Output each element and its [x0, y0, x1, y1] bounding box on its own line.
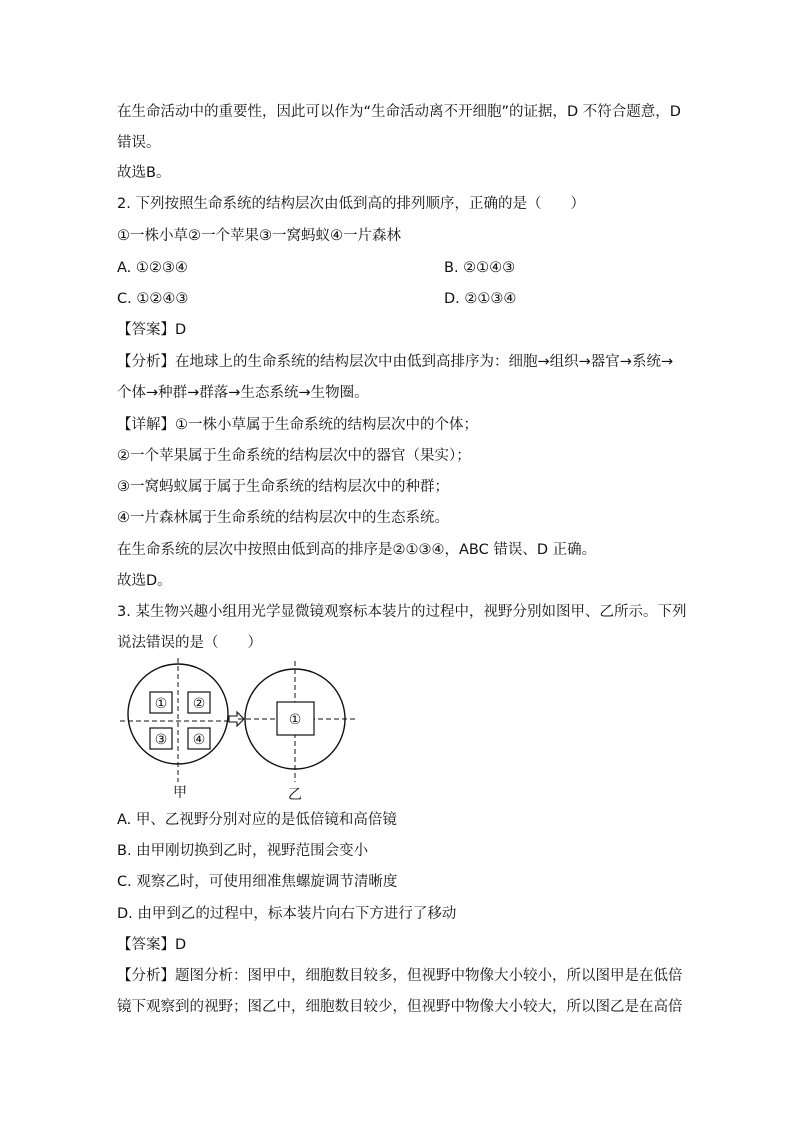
option-d: D. ②①③④ [444, 291, 517, 307]
option-b: B. ②①④③ [444, 260, 516, 276]
option-b: B. 由甲刚切换到乙时，视野范围会变小 [117, 843, 369, 859]
cell-label: ① [154, 696, 168, 712]
answer-label: 【答案】D [117, 322, 187, 338]
field-label-jia: 甲 [173, 785, 187, 801]
cell-label: ④ [192, 732, 206, 748]
detail-text: ④一片森林属于生命系统的结构层次中的生态系统。 [117, 510, 449, 526]
analysis-text: 镜下观察到的视野；图乙中，细胞数目较少，但视野中物像大小较大，所以图乙是在高倍 [117, 999, 683, 1015]
answer-label: 【答案】D [117, 937, 187, 953]
analysis-text: 个体→种群→群落→生态系统→生物圈。 [117, 385, 369, 401]
conclusion-text: 在生命系统的层次中按照由低到高的排序是②①③④，ABC 错误、D 正确。 [117, 542, 597, 558]
detail-text: ②一个苹果属于生命系统的结构层次中的器官（果实）； [117, 448, 471, 464]
text-line: 错误。 [117, 135, 161, 151]
analysis-text: 【分析】题图分析：图甲中，细胞数目较多，但视野中物像大小较小，所以图甲是在低倍 [117, 968, 683, 984]
cell-label: ② [192, 696, 206, 712]
option-c: C. ①②④③ [117, 291, 189, 307]
option-d: D. 由甲到乙的过程中，标本装片向右下方进行了移动 [117, 906, 457, 922]
text-line: 在生命活动中的重要性，因此可以作为“生命活动离不开细胞”的证据，D 不符合题意，D [117, 104, 681, 120]
question-2-items: ①一株小草②一个苹果③一窝蚂蚁④一片森林 [117, 228, 401, 244]
question-3-stem: 3. 某生物兴趣小组用光学显微镜观察标本装片的过程中，视野分别如图甲、乙所示。下列 [117, 604, 687, 620]
detail-text: ③一窝蚂蚁属于属于生命系统的结构层次中的种群； [117, 479, 449, 495]
choose-text: 故选D。 [117, 573, 172, 589]
question-3-stem: 说法错误的是（ ） [117, 635, 262, 651]
field-label-yi: 乙 [288, 787, 302, 803]
field-jia [120, 658, 236, 782]
detail-text: 【详解】①一株小草属于生命系统的结构层次中的个体； [117, 417, 478, 433]
microscope-field-diagram [118, 656, 363, 804]
text-line: 故选B。 [117, 165, 171, 181]
option-a: A. ①②③④ [117, 260, 188, 276]
analysis-text: 【分析】在地球上的生命系统的结构层次中由低到高排序为：细胞→组织→器官→系统→ [117, 354, 674, 370]
cell-label: ③ [154, 732, 168, 748]
question-2-stem: 2. 下列按照生命系统的结构层次由低到高的排列顺序，正确的是（ ） [117, 196, 585, 212]
cell-label: ① [288, 712, 302, 728]
field-yi [238, 661, 356, 782]
option-a: A. 甲、乙视野分别对应的是低倍镜和高倍镜 [117, 812, 397, 828]
option-c: C. 观察乙时，可使用细准焦螺旋调节清晰度 [117, 874, 398, 890]
